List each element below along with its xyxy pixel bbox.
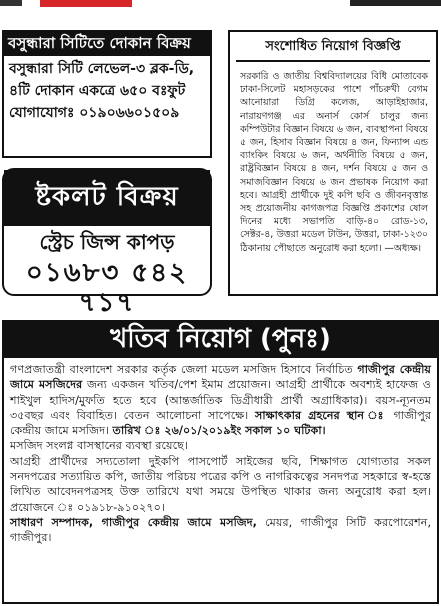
khatib-mosque-name: গাজীপুর কেন্দ্রীয় জামে মসজিদের bbox=[10, 363, 432, 392]
khatib-recruitment-ad bbox=[2, 320, 439, 604]
khatib-requirements: জন্য একজন খতিব/পেশ ইমাম প্রয়োজন। আগ্রহী প্রার্থীকে অবশ্যই হাফেজ ও শাইখুল হাদিস/মুফতি হতে হবে (আন্তর্জাতিক ডিগ্রীধারী প্রার্থী অগ্রাধিকার)। বয়স-ন্যূনতম ৩৫বছর এবং বিবাহিত। বেতন আলোচনা সাপেক্ষে। bbox=[10, 378, 431, 422]
shop-sale-line-2: ৪টি দোকান একত্রে ৬৫০ বঃফুট bbox=[9, 83, 186, 99]
khatib-signatory: সাধারণ সম্পাদক, গাজীপুর কেন্দ্রীয় জামে মসজিদ, bbox=[10, 515, 257, 529]
stock-lot-item: স্ট্রেচ জিন্স কাপড় bbox=[39, 230, 175, 254]
page-edge-mark bbox=[0, 0, 22, 6]
khatib-interview-label: সাক্ষাৎকার গ্রহনের স্থান ঃ bbox=[254, 408, 387, 422]
stock-lot-title: ষ্টকলট বিক্রয় bbox=[4, 170, 210, 226]
khatib-interview-date: তারিখ ঃ ২৬/০১/২০১৯ইং সকাল ১০ ঘটিকা। bbox=[112, 424, 326, 438]
khatib-recruitment-body bbox=[4, 358, 437, 550]
stock-lot-phone: ০১৬৮৩ ৫৪২ ৭১৭ bbox=[25, 258, 189, 318]
shop-sale-ad bbox=[2, 30, 212, 158]
revised-recruitment-body: সরকারি ও জাতীয় বিশ্ববিদ্যালয়ের বিধি মোতাবেক ঢাকা-সিলেট মহাসড়কের পাশে পাঁচরুখী বেগম আনোয়ারা ডিগ্রি কলেজ, আড়াইহাজার, নারায়ণগঞ্জ এর অনার্স কোর্স চালুর জন্য কম্পিউটার বিজ্ঞান বিষয়ে ৬ জন, ব্যবস্থাপনা বিষয়ে ৫ জন, হিসাব বিজ্ঞান বিষয়ে ৪ জন, ফিন্যান্স এন্ড ব্যাংকিং বিষয়ে ৬ জন, অর্থনীতি বিষয়ে ৫ জন, রাষ্ট্রবিজ্ঞান বিষয়ে ৪ জন, দর্শন বিষয়ে ৫ জন ও সমাজবিজ্ঞান বিষয়ে ৬ জন প্রভাষক নিয়োগ করা হবে। আগ্রহী প্রার্থীকে দুই কপি ছবি ও জীবনবৃত্তান্ত সহ প্রয়োজনীয় কাগজপত্র বিজ্ঞপ্তি প্রকাশের ষোল দিনের মধ্যে সভাপতি বাড়ি-৪০ রোড-১৩, সেক্টর-৪, উত্তরা মডেল টাউন, উত্তরা, ঢাকা-১২৩০ ঠিকানায় পৌছাতে অনুরোধ করা হলো। —অধ্যক্ষ। bbox=[240, 71, 428, 254]
stock-lot-ad bbox=[2, 168, 212, 318]
khatib-intro: গণপ্রজাতন্ত্রী বাংলাদেশ সরকার কর্তৃক জেলা মডেল মসজিদ হিসাবে নির্বাচিত bbox=[10, 363, 353, 376]
khatib-documents: আগ্রহী প্রার্থীদের সদ্যতোলা দুইকপি পাসপোর্ট সাইজের ছবি, শিক্ষাগত যোগ্যতার সকল সনদপত্রের সত্যায়িত কপি, জাতীয় পরিচয় পত্রের কপি ও নাগরিকত্বের সনদপত্র সহকারে স্ব-হস্তে লিখিত আবেদনপত্রসহ উক্ত তারিখে যথা সময়ে উপস্থিত থাকার জন্য অনুরোধ করা হল। প্রয়োজনে ঃ ০১৯১৮-৯১০২৭০। bbox=[10, 454, 431, 514]
dark-header-strip bbox=[350, 0, 441, 6]
khatib-recruitment-title: খতিব নিয়োগ (পুনঃ) bbox=[4, 322, 437, 358]
revised-recruitment-ad bbox=[228, 30, 438, 296]
shop-sale-title: বসুন্ধারা সিটিতে দোকান বিক্রয় bbox=[4, 32, 210, 56]
shop-sale-line-1: বসুন্ধারা সিটি লেভেল-৩ ব্লক-ডি, bbox=[9, 61, 195, 77]
shop-sale-contact: যোগাযোগঃ ০১৯০৬৬০১৫০৯ bbox=[9, 105, 180, 121]
khatib-interview-venue: গাজীপুর কেন্দ্রীয় জামে মসজিদ। bbox=[10, 408, 432, 438]
revised-recruitment-title: সংশোধিত নিয়োগ বিজ্ঞপ্তি bbox=[236, 36, 430, 62]
khatib-signatory-office: মেয়র, গাজীপুর সিটি করপোরেশন, গাজীপুর। bbox=[10, 515, 431, 545]
khatib-housing: মসজিদ সংলগ্ন বাসস্থানের ব্যবস্থা রয়েছে। bbox=[10, 439, 188, 453]
red-header-strip bbox=[40, 0, 132, 7]
